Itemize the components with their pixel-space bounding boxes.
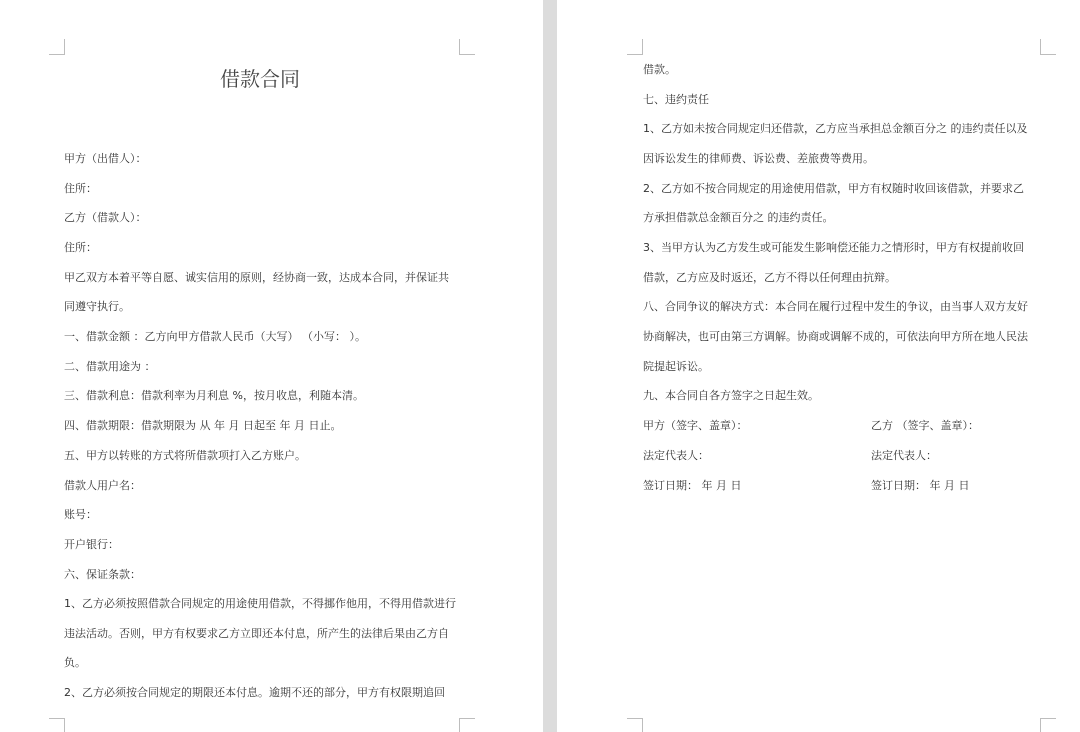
contract-line: 协商解决，也可由第三方调解。协商或调解不成的，可依法向甲方所在地人民法 [643,330,1028,343]
party-a-representative-label: 法定代表人： [643,449,709,462]
contract-line: 借款。 [643,63,676,76]
document-title: 借款合同 [220,67,300,91]
contract-line: 九、本合同自各方签字之日起生效。 [643,389,819,402]
party-b-signature-label: 乙方 （签字、盖章）： [871,419,979,432]
margin-mark-bottom-right [1040,718,1056,732]
contract-line: 四、借款期限：借款期限为 从 年 月 日起至 年 月 日止。 [64,419,342,432]
contract-line: 一、借款金额 ：乙方向甲方借款人民币（大写） （小写： ）。 [64,330,366,343]
contract-line: 七、违约责任 [643,93,709,106]
contract-line: 3、当甲方认为乙方发生或可能发生影响偿还能力之情形时，甲方有权提前收回 [643,241,1024,254]
party-a-signing-date: 签订日期： 年 月 日 [643,479,742,492]
margin-mark-bottom-left [49,718,65,732]
contract-line: 五、甲方以转账的方式将所借款项打入乙方账户。 [64,449,306,462]
margin-mark-top-left [627,39,643,55]
contract-line: 同遵守执行。 [64,300,130,313]
contract-line: 方承担借款总金额百分之 的违约责任。 [643,211,834,224]
contract-line: 1、乙方必须按照借款合同规定的用途使用借款，不得挪作他用，不得用借款进行 [64,597,456,610]
contract-line: 八、合同争议的解决方式：本合同在履行过程中发生的争议，由当事人双方友好 [643,300,1028,313]
party-b-signing-date: 签订日期： 年 月 日 [871,479,970,492]
contract-line: 二、借款用途为 ： [64,360,156,373]
contract-line: 六、保证条款： [64,568,141,581]
contract-line: 甲方（出借人）： [64,152,147,165]
contract-line: 负。 [64,656,86,669]
contract-line: 借款，乙方应及时返还，乙方不得以任何理由抗辩。 [643,271,896,284]
page-gap [543,0,557,732]
margin-mark-top-right [1040,39,1056,55]
contract-line: 2、乙方如不按合同规定的用途使用借款，甲方有权随时收回该借款，并要求乙 [643,182,1024,195]
document-page-right [557,0,1080,732]
contract-line: 院提起诉讼。 [643,360,709,373]
contract-line: 违法活动。否则，甲方有权要求乙方立即还本付息，所产生的法律后果由乙方自 [64,627,449,640]
party-b-representative-label: 法定代表人： [871,449,937,462]
contract-line: 三、借款利息：借款利率为月利息 %，按月收息，利随本清。 [64,389,364,402]
contract-line: 住所： [64,241,97,254]
contract-line: 1、乙方如未按合同规定归还借款，乙方应当承担总金额百分之 的违约责任以及 [643,122,1028,135]
contract-line: 借款人用户名： [64,479,141,492]
margin-mark-top-right [459,39,475,55]
contract-line: 账号： [64,508,97,521]
margin-mark-top-left [49,39,65,55]
margin-mark-bottom-right [459,718,475,732]
contract-line: 因诉讼发生的律师费、诉讼费、差旅费等费用。 [643,152,874,165]
contract-line: 住所： [64,182,97,195]
contract-line: 开户银行： [64,538,119,551]
margin-mark-bottom-left [627,718,643,732]
party-a-signature-label: 甲方（签字、盖章）： [643,419,748,432]
contract-line: 乙方（借款人）： [64,211,147,224]
contract-line: 2、乙方必须按合同规定的期限还本付息。逾期不还的部分，甲方有权限期追回 [64,686,445,699]
contract-line: 甲乙双方本着平等自愿、诚实信用的原则，经协商一致，达成本合同，并保证共 [64,271,449,284]
